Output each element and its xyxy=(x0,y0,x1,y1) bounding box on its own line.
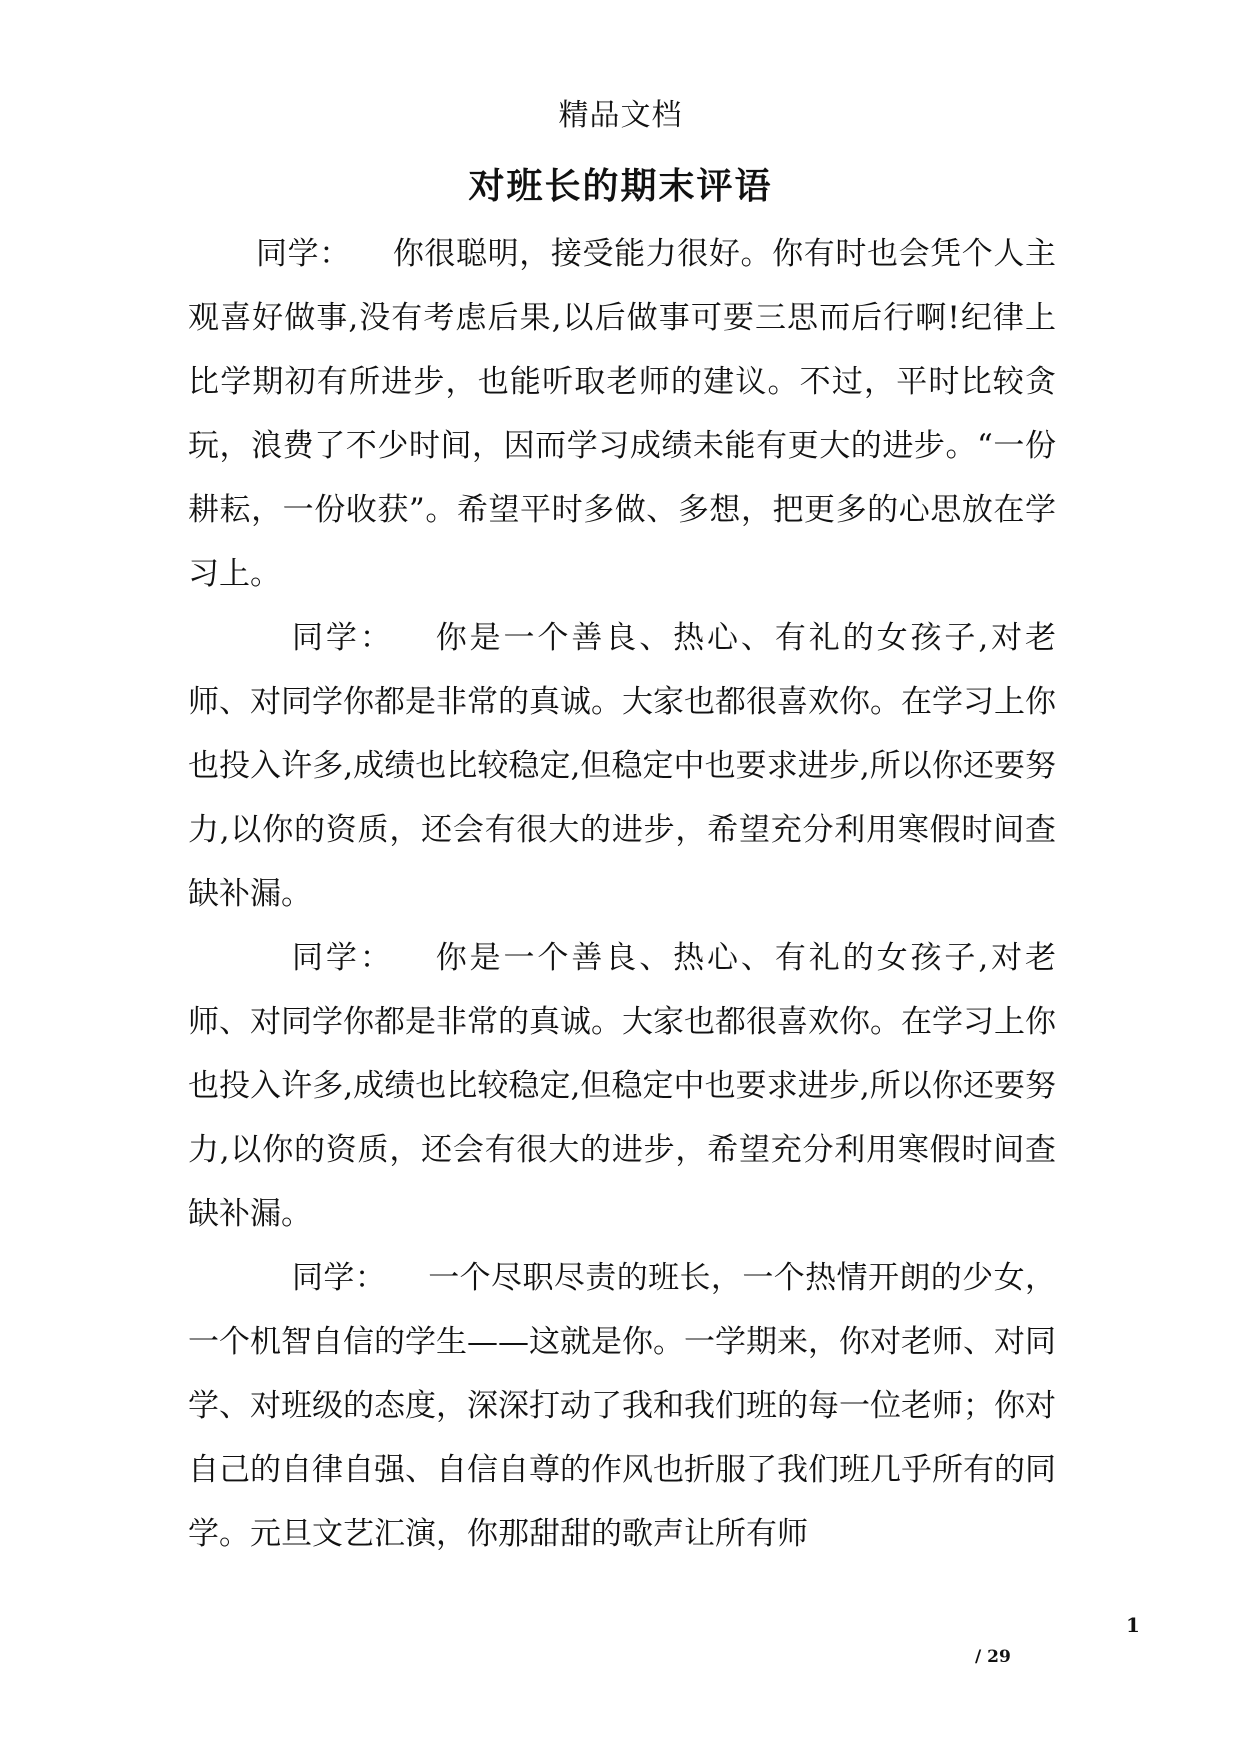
salutation: 同学： xyxy=(292,620,394,656)
paragraph-text: 一个尽职尽责的班长，一个热情开朗的少女，一个机智自信的学生——这就是你。一学期来，你对老师、对同学、对班级的态度，深深打动了我和我们班的每一位老师；你对自己的自律自强、自信自尊的作风也折服了我们班几乎所有的同学。元旦文艺汇演，你那甜甜的歌声让所有师 xyxy=(188,1260,1057,1552)
paragraph-text: 你是一个善良、热心、有礼的女孩子,对老师、对同学你都是非常的真诚。大家也都很喜欢你。在学习上你也投入许多,成绩也比较稳定,但稳定中也要求进步,所以你还要努力,以你的资质，还会有很大的进步，希望充分利用寒假时间查缺补漏。 xyxy=(188,620,1056,912)
document-body xyxy=(188,222,1056,1566)
paragraph-text: 你很聪明，接受能力很好。你有时也会凭个人主观喜好做事,没有考虑后果,以后做事可要三思而后行啊!纪律上比学期初有所进步，也能听取老师的建议。不过，平时比较贪玩，浪费了不少时间，因而学习成绩未能有更大的进步。“一份耕耘，一份收获”。希望平时多做、多想，把更多的心思放在学习上。 xyxy=(188,236,1056,592)
comment-paragraph-3 xyxy=(188,926,1056,1246)
salutation: 同学： xyxy=(256,236,351,272)
page-number: 1 xyxy=(1126,1613,1140,1637)
document-title: 对班长的期末评语 xyxy=(468,165,773,207)
salutation: 同学： xyxy=(292,940,394,976)
salutation: 同学： xyxy=(292,1260,387,1296)
document-header: 精品文档 xyxy=(558,98,683,133)
comment-paragraph-4 xyxy=(188,1246,1056,1566)
comment-paragraph-1 xyxy=(188,222,1056,606)
page-total: / 29 xyxy=(975,1647,1011,1667)
paragraph-text: 你是一个善良、热心、有礼的女孩子,对老师、对同学你都是非常的真诚。大家也都很喜欢你。在学习上你也投入许多,成绩也比较稳定,但稳定中也要求进步,所以你还要努力,以你的资质，还会有很大的进步，希望充分利用寒假时间查缺补漏。 xyxy=(188,940,1056,1232)
comment-paragraph-2 xyxy=(188,606,1056,926)
